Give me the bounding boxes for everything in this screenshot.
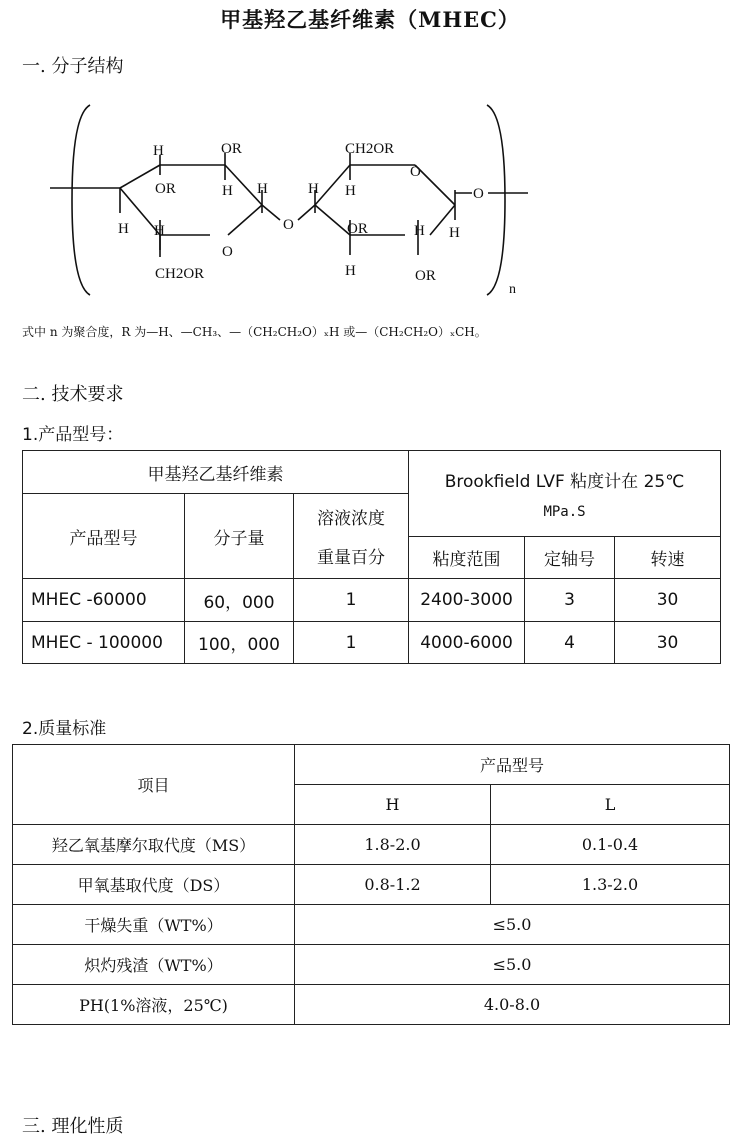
cell-spindle: 4	[525, 622, 615, 664]
header-speed: 转速	[615, 537, 721, 579]
cell-item: 炽灼残渣（WT%）	[13, 945, 295, 985]
cell-mw: 100，000	[185, 622, 294, 664]
page-title: 甲基羟乙基纤维素（MHEC）	[220, 7, 520, 32]
label-o: O	[283, 217, 294, 233]
header-product-model: 产品型号	[295, 745, 730, 785]
header-item: 项目	[13, 745, 295, 825]
molecular-structure-diagram	[0, 95, 740, 310]
section-technical-requirements: 二. 技术要求	[22, 384, 124, 405]
cell-item: PH(1%溶液，25℃)	[13, 985, 295, 1025]
label-n: n	[509, 282, 516, 297]
cell-h: 1.8-2.0	[295, 825, 491, 865]
label-h: H	[154, 223, 165, 239]
cell-model: MHEC - 100000	[23, 622, 185, 664]
label-h: H	[222, 183, 233, 199]
table-row	[23, 579, 721, 622]
label-h: H	[414, 223, 425, 239]
label-h: H	[345, 183, 356, 199]
cell-item: 羟乙氧基摩尔取代度（MS）	[13, 825, 295, 865]
cell-h: 0.8-1.2	[295, 865, 491, 905]
quality-standard-table	[12, 744, 730, 1025]
label-or: OR	[221, 141, 242, 157]
table-row	[13, 825, 730, 865]
cell-value: 4.0-8.0	[295, 985, 730, 1025]
cell-item: 干燥失重（WT%）	[13, 905, 295, 945]
concentration-line1: 溶液浓度	[317, 509, 386, 529]
header-h: H	[295, 785, 491, 825]
label-ch2or: CH2OR	[155, 266, 205, 282]
label-or: OR	[155, 181, 176, 197]
unit-label: MPa.S	[543, 504, 586, 520]
table-row	[13, 985, 730, 1025]
cell-speed: 30	[615, 622, 721, 664]
section-molecular-structure: 一. 分子结构	[22, 56, 124, 77]
subsection-quality-standard: 2.质量标准	[22, 719, 107, 739]
label-o: O	[222, 244, 233, 260]
label-or: OR	[415, 268, 436, 284]
label-o: O	[410, 164, 421, 180]
label-or: OR	[347, 221, 368, 237]
cell-value: ≤5.0	[295, 905, 730, 945]
header-group-left: 甲基羟乙基纤维素	[23, 451, 409, 494]
cell-spindle: 3	[525, 579, 615, 622]
cell-range: 4000-6000	[409, 622, 525, 664]
cell-conc: 1	[294, 579, 409, 622]
table-row	[13, 905, 730, 945]
cell-model: MHEC -60000	[23, 579, 185, 622]
table-row	[23, 622, 721, 664]
label-h: H	[118, 221, 129, 237]
cell-mw: 60，000	[185, 579, 294, 622]
concentration-line2: 重量百分	[317, 548, 386, 568]
cell-l: 0.1-0.4	[491, 825, 730, 865]
label-h: H	[449, 225, 460, 241]
label-ch2or: CH2OR	[345, 141, 395, 157]
header-l: L	[491, 785, 730, 825]
cell-item: 甲氧基取代度（DS）	[13, 865, 295, 905]
table-row	[13, 945, 730, 985]
header-group-right	[409, 451, 721, 537]
header-viscosity-range: 粘度范围	[409, 537, 525, 579]
cell-l: 1.3-2.0	[491, 865, 730, 905]
label-h: H	[308, 181, 319, 197]
label-o: O	[473, 186, 484, 202]
label-h: H	[345, 263, 356, 279]
cell-value: ≤5.0	[295, 945, 730, 985]
header-concentration	[294, 494, 409, 579]
product-model-table	[22, 450, 721, 664]
cell-conc: 1	[294, 622, 409, 664]
label-h: H	[257, 181, 268, 197]
cell-speed: 30	[615, 579, 721, 622]
subsection-product-model: 1.产品型号：	[22, 425, 124, 445]
label-h: H	[153, 143, 164, 159]
brookfield-label: Brookfield LVF 粘度计在 25℃	[444, 472, 685, 492]
formula-note: 式中 n 为聚合度，R 为—H、—CH₃、—（CH₂CH₂O）ₓH 或—（CH₂CH₂O）ₓCH。	[22, 325, 487, 339]
cell-range: 2400-3000	[409, 579, 525, 622]
header-molecular-weight: 分子量	[185, 494, 294, 579]
table-row	[13, 865, 730, 905]
header-spindle: 定轴号	[525, 537, 615, 579]
section-physicochemical-properties: 三. 理化性质	[22, 1116, 124, 1137]
header-model: 产品型号	[23, 494, 185, 579]
